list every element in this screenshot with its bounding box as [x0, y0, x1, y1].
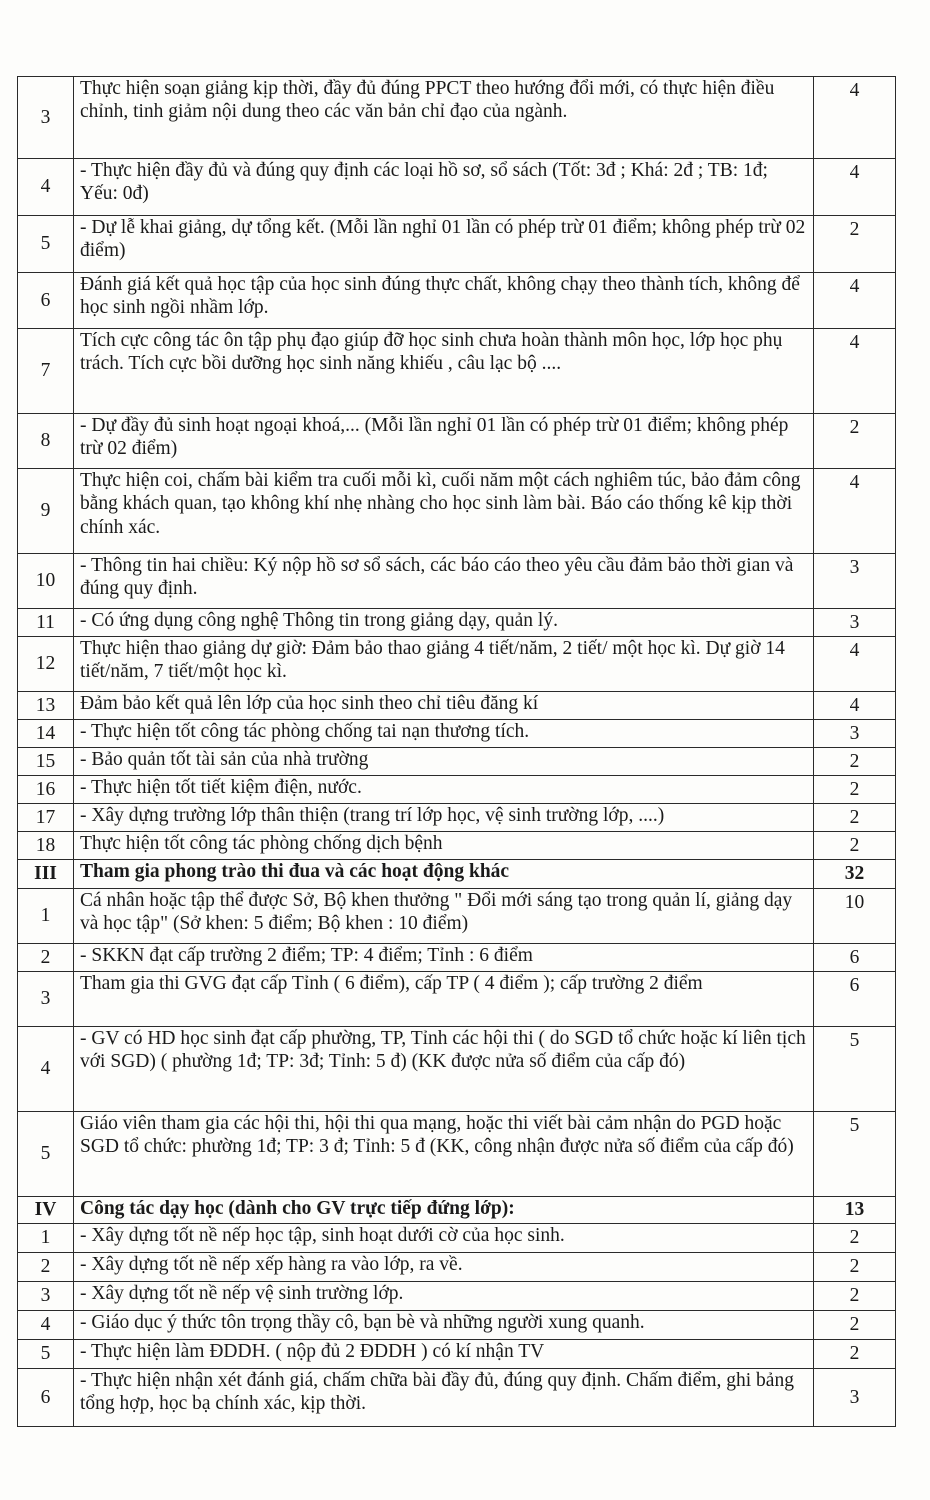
- row-points: 4: [814, 637, 896, 692]
- row-criterion: - Xây dựng trường lớp thân thiện (trang trí lớp học, vệ sinh trường lớp, ....): [74, 804, 814, 832]
- row-points: 2: [814, 832, 896, 860]
- row-criterion: - Giáo dục ý thức tôn trọng thầy cô, bạn bè và những người xung quanh.: [74, 1311, 814, 1340]
- row-number: 2: [18, 1253, 74, 1282]
- row-number: 17: [18, 804, 74, 832]
- row-number: 12: [18, 637, 74, 692]
- row-number: 6: [18, 273, 74, 329]
- table-row: [18, 1282, 896, 1311]
- row-points: 4: [814, 692, 896, 720]
- row-points: 2: [814, 748, 896, 776]
- row-number: 2: [18, 944, 74, 972]
- row-criterion: - Xây dựng tốt nề nếp học tập, sinh hoạt dưới cờ của học sinh.: [74, 1224, 814, 1253]
- table-row: [18, 692, 896, 720]
- section-points: 13: [814, 1197, 896, 1224]
- row-number: 15: [18, 748, 74, 776]
- row-criterion: - Dự lễ khai giảng, dự tổng kết. (Mỗi lần nghỉ 01 lần có phép trừ 01 điểm; không phép trừ 02 điểm): [74, 216, 814, 273]
- row-criterion: - Bảo quản tốt tài sản của nhà trường: [74, 748, 814, 776]
- row-points: 2: [814, 216, 896, 273]
- table-row: [18, 1112, 896, 1197]
- criteria-table-body: [18, 77, 896, 1427]
- row-points: 2: [814, 414, 896, 469]
- section-number: III: [18, 860, 74, 889]
- row-criterion: Cá nhân hoặc tập thể được Sở, Bộ khen thưởng " Đổi mới sáng tạo trong quản lí, giảng dạy và học tập" (Sở khen: 5 điểm; Bộ khen : 10 điểm): [74, 889, 814, 944]
- section-header-row: [18, 860, 896, 889]
- row-number: 6: [18, 1369, 74, 1427]
- table-row: [18, 832, 896, 860]
- row-points: 3: [814, 720, 896, 748]
- row-points: 2: [814, 1282, 896, 1311]
- table-row: [18, 944, 896, 972]
- table-row: [18, 77, 896, 159]
- row-criterion: - Thông tin hai chiều: Ký nộp hồ sơ sổ sách, các báo cáo theo yêu cầu đảm bảo thời gian và đúng quy định.: [74, 554, 814, 609]
- table-row: [18, 1027, 896, 1112]
- row-points: 4: [814, 159, 896, 216]
- table-row: [18, 776, 896, 804]
- row-points: 4: [814, 329, 896, 414]
- row-points: 2: [814, 1253, 896, 1282]
- row-number: 5: [18, 216, 74, 273]
- row-criterion: - Xây dựng tốt nề nếp vệ sinh trường lớp.: [74, 1282, 814, 1311]
- row-points: 3: [814, 609, 896, 637]
- row-criterion: - Dự đầy đủ sinh hoạt ngoại khoá,... (Mỗi lần nghỉ 01 lần có phép trừ 01 điểm; không phép trừ 02 điểm): [74, 414, 814, 469]
- row-number: 3: [18, 972, 74, 1027]
- section-points: 32: [814, 860, 896, 889]
- row-points: 3: [814, 1369, 896, 1427]
- row-number: 13: [18, 692, 74, 720]
- row-number: 4: [18, 159, 74, 216]
- row-criterion: - Thực hiện làm ĐDDH. ( nộp đủ 2 ĐDDH ) có kí nhận TV: [74, 1340, 814, 1369]
- row-criterion: Tích cực công tác ôn tập phụ đạo giúp đỡ học sinh chưa hoàn thành môn học, lớp học phụ trách. Tích cực bồi dưỡng học sinh năng khiếu , câu lạc bộ ....: [74, 329, 814, 414]
- row-points: 5: [814, 1027, 896, 1112]
- table-row: [18, 414, 896, 469]
- row-points: 6: [814, 944, 896, 972]
- table-row: [18, 609, 896, 637]
- row-number: 4: [18, 1027, 74, 1112]
- row-number: 7: [18, 329, 74, 414]
- row-criterion: - SKKN đạt cấp trường 2 điểm; TP: 4 điểm; Tỉnh : 6 điểm: [74, 944, 814, 972]
- row-criterion: Đánh giá kết quả học tập của học sinh đúng thực chất, không chạy theo thành tích, không để học sinh ngồi nhầm lớp.: [74, 273, 814, 329]
- row-criterion: Thực hiện soạn giảng kịp thời, đầy đủ đúng PPCT theo hướng đổi mới, có thực hiện điều chỉnh, tinh giảm nội dung theo các văn bản chỉ đạo của ngành.: [74, 77, 814, 159]
- table-row: [18, 972, 896, 1027]
- row-number: 8: [18, 414, 74, 469]
- row-criterion: Thực hiện thao giảng dự giờ: Đảm bảo thao giảng 4 tiết/năm, 2 tiết/ một học kì. Dự giờ 14 tiết/năm, 7 tiết/một học kì.: [74, 637, 814, 692]
- row-criterion: Tham gia thi GVG đạt cấp Tỉnh ( 6 điểm), cấp TP ( 4 điểm ); cấp trường 2 điểm: [74, 972, 814, 1027]
- row-number: 5: [18, 1112, 74, 1197]
- row-criterion: - Thực hiện đầy đủ và đúng quy định các loại hồ sơ, sổ sách (Tốt: 3đ ; Khá: 2đ ; TB: 1đ; Yếu: 0đ): [74, 159, 814, 216]
- table-row: [18, 216, 896, 273]
- section-title: Tham gia phong trào thi đua và các hoạt động khác: [74, 860, 814, 889]
- row-number: 1: [18, 1224, 74, 1253]
- row-criterion: - Thực hiện tốt công tác phòng chống tai nạn thương tích.: [74, 720, 814, 748]
- row-criterion: Đảm bảo kết quả lên lớp của học sinh theo chỉ tiêu đăng kí: [74, 692, 814, 720]
- section-header-row: [18, 1197, 896, 1224]
- table-row: [18, 1369, 896, 1427]
- row-number: 5: [18, 1340, 74, 1369]
- row-number: 18: [18, 832, 74, 860]
- table-row: [18, 1340, 896, 1369]
- row-criterion: - Thực hiện tốt tiết kiệm điện, nước.: [74, 776, 814, 804]
- row-points: 6: [814, 972, 896, 1027]
- table-row: [18, 329, 896, 414]
- row-criterion: Thực hiện coi, chấm bài kiểm tra cuối mỗi kì, cuối năm một cách nghiêm túc, bảo đảm công bằng khách quan, tạo không khí nhẹ nhàng cho học sinh làm bài. Báo cáo thống kê kịp thời chính xác.: [74, 469, 814, 554]
- row-criterion: Thực hiện tốt công tác phòng chống dịch bệnh: [74, 832, 814, 860]
- row-criterion: - Xây dựng tốt nề nếp xếp hàng ra vào lớp, ra về.: [74, 1253, 814, 1282]
- row-number: 3: [18, 1282, 74, 1311]
- table-row: [18, 889, 896, 944]
- row-criterion: - GV có HD học sinh đạt cấp phường, TP, Tỉnh các hội thi ( do SGD tổ chức hoặc kí liên tịch với SGD) ( phường 1đ; TP: 3đ; Tỉnh: 5 đ) (KK được nửa số điểm của cấp đó): [74, 1027, 814, 1112]
- row-criterion: - Thực hiện nhận xét đánh giá, chấm chữa bài đầy đủ, đúng quy định. Chấm điểm, ghi bảng tổng hợp, học bạ chính xác, kịp thời.: [74, 1369, 814, 1427]
- row-points: 4: [814, 77, 896, 159]
- row-criterion: - Có ứng dụng công nghệ Thông tin trong giảng dạy, quản lý.: [74, 609, 814, 637]
- section-number: IV: [18, 1197, 74, 1224]
- row-points: 5: [814, 1112, 896, 1197]
- row-points: 3: [814, 554, 896, 609]
- table-row: [18, 720, 896, 748]
- row-points: 2: [814, 804, 896, 832]
- row-number: 14: [18, 720, 74, 748]
- row-number: 9: [18, 469, 74, 554]
- table-row: [18, 1224, 896, 1253]
- table-row: [18, 748, 896, 776]
- row-points: 2: [814, 1340, 896, 1369]
- table-row: [18, 1311, 896, 1340]
- row-points: 2: [814, 1224, 896, 1253]
- table-row: [18, 1253, 896, 1282]
- row-points: 4: [814, 469, 896, 554]
- row-points: 10: [814, 889, 896, 944]
- row-points: 2: [814, 776, 896, 804]
- row-number: 16: [18, 776, 74, 804]
- table-row: [18, 273, 896, 329]
- criteria-table: [17, 76, 896, 1427]
- row-number: 10: [18, 554, 74, 609]
- table-row: [18, 804, 896, 832]
- table-row: [18, 554, 896, 609]
- row-number: 11: [18, 609, 74, 637]
- row-number: 4: [18, 1311, 74, 1340]
- row-number: 3: [18, 77, 74, 159]
- row-criterion: Giáo viên tham gia các hội thi, hội thi qua mạng, hoặc thi viết bài cảm nhận do PGD hoặc SGD tổ chức: phường 1đ; TP: 3 đ; Tỉnh: 5 đ (KK, công nhận được nửa số điểm của cấp đó): [74, 1112, 814, 1197]
- row-points: 4: [814, 273, 896, 329]
- row-points: 2: [814, 1311, 896, 1340]
- table-row: [18, 159, 896, 216]
- section-title: Công tác dạy học (dành cho GV trực tiếp đứng lớp):: [74, 1197, 814, 1224]
- row-number: 1: [18, 889, 74, 944]
- table-row: [18, 637, 896, 692]
- table-row: [18, 469, 896, 554]
